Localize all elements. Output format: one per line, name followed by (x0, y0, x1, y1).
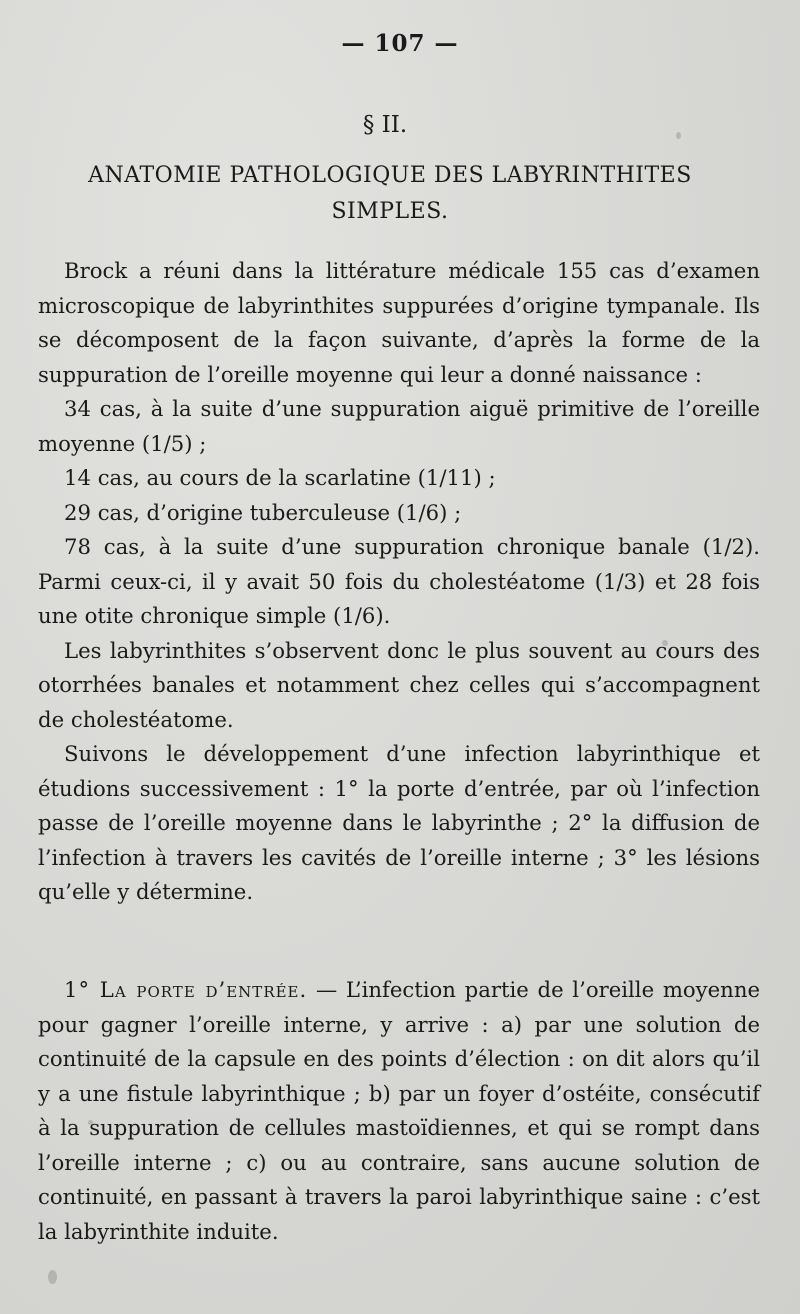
section-title: ANATOMIE PATHOLOGIQUE DES LABYRINTHITES SIMPLES. (88, 163, 692, 224)
print-speck (88, 1120, 93, 1125)
paragraph: Suivons le développement d’une infection labyrinthique et étudions successivement : 1° la porte d’entrée, par où l’infection passe de l’oreille moyenne dans le labyrinthe ; 2° la diffusion de l’infection à travers les cavités de l’oreille interne ; 3° les lésions qu’elle y détermine. (38, 741, 760, 904)
print-speck (662, 640, 668, 646)
print-speck (48, 1270, 57, 1284)
paragraph: 14 cas, au cours de la scarlatine (1/11) ; (64, 465, 496, 490)
paragraph: 29 cas, d’origine tuberculeuse (1/6) ; (64, 499, 462, 525)
subsection-porte-entree (38, 973, 760, 1249)
subsection-text: — L’infection partie de l’oreille moyenne pour gagner l’oreille interne, y arrive : a) par une solution de continuité de la capsule en des points d’élection : on dit alors qu’il y a une fistule labyrinthique ; b) par un foyer d’ostéite, consécutif à la suppuration de cellules mastoïdiennes, et qui se rompt dans l’oreille interne ; c) ou au contraire, sans aucune solution de continuité, en passant à travers la paroi labyrinthique saine : c’est la labyrinthite induite. (38, 977, 761, 1244)
subsection-heading: 1° La porte d’entrée. (64, 977, 308, 1002)
paragraph: 34 cas, à la suite d’une suppuration aiguë primitive de l’oreille moyenne (1/5) ; (38, 396, 760, 456)
paragraph: Brock a réuni dans la littérature médicale 155 cas d’examen microscopique de labyrinthites suppurées d’origine tympanale. Ils se décomposent de la façon suivante, d’après la forme de la suppuration de l’oreille moyenne qui leur a donné naissance : (38, 258, 760, 387)
intro-text (38, 254, 760, 910)
subsection-paragraph (38, 973, 760, 1249)
paragraph: Les labyrinthites s’observent donc le plus souvent au cours des otorrhées banales et notamment chez celles qui s’accompagnent de cholestéatome. (38, 637, 760, 732)
section-marker: § II. (362, 112, 408, 138)
page-number: — 107 — (341, 30, 459, 57)
paragraph: 78 cas, à la suite d’une suppuration chronique banale (1/2). Parmi ceux-ci, il y avait 50 fois du cholestéatome (1/3) et 28 fois une otite chronique simple (1/6). (38, 534, 760, 628)
print-speck (676, 132, 681, 139)
